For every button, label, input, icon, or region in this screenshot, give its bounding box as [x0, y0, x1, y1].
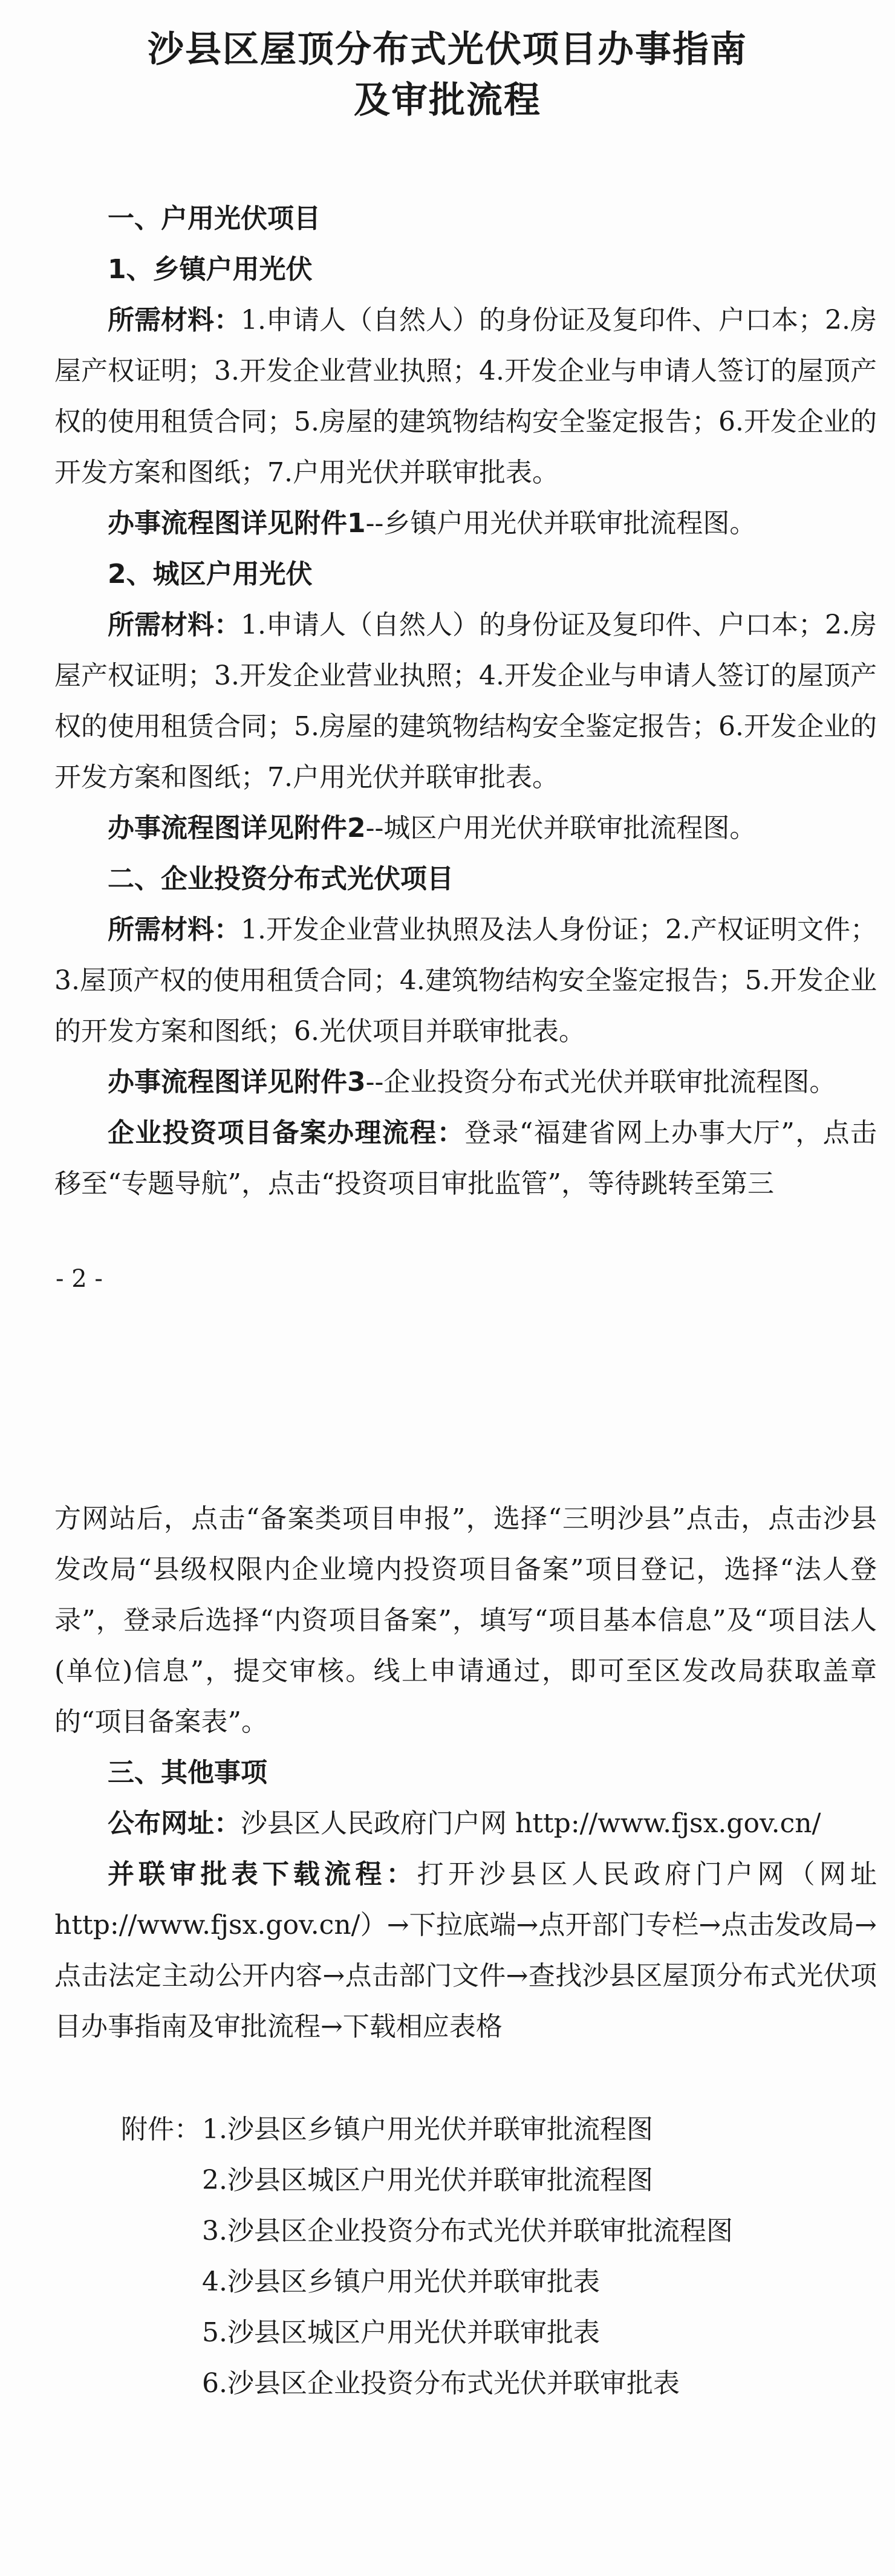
attachment-title: 5.沙县区城区户用光伏并联审批表	[202, 2317, 600, 2348]
materials-label: 所需材料：	[108, 305, 241, 336]
download-label: 并联审批表下载流程：	[108, 1859, 417, 1890]
page-number: - 2 -	[56, 1265, 103, 1293]
flow-label: 办事流程图详见附件	[108, 508, 347, 539]
record-text-part1: 登录“福建省网上办事大厅”，点击移至“专题导航”，点击“投资项目审批监管”，等待跳转至第三	[54, 1117, 877, 1199]
attachment-item	[121, 2257, 847, 2308]
flow-label: 办事流程图详见附件	[108, 1067, 347, 1098]
flow-number: 2	[347, 813, 366, 844]
section-1-heading: 一、户用光伏项目	[108, 203, 321, 234]
attachment-title: 6.沙县区企业投资分布式光伏并联审批表	[202, 2368, 680, 2399]
section-1-1-flow	[54, 498, 877, 549]
record-label: 企业投资项目备案办理流程：	[108, 1117, 465, 1148]
materials-text: 1.申请人（自然人）的身份证及复印件、户口本；2.房屋产权证明；3.开发企业营业执照；4.开发企业与申请人签订的屋顶产权的使用租赁合同；5.房屋的建筑物结构安全鉴定报告；6.开发企业的开发方案和图纸；7.户用光伏并联审批表。	[54, 610, 877, 793]
flow-text: --城区户用光伏并联审批流程图。	[365, 813, 757, 844]
section-3-website	[54, 1798, 877, 1849]
section-2-record-process	[54, 1108, 877, 1209]
materials-text: 1.开发企业营业执照及法人身份证；2.产权证明文件；3.屋顶产权的使用租赁合同；4.建筑物结构安全鉴定报告；5.开发企业的开发方案和图纸；6.光伏项目并联审批表。	[54, 914, 877, 1047]
attachment-item	[121, 2358, 847, 2409]
section-1-2-heading: 2、城区户用光伏	[108, 559, 313, 590]
document-title-line2: 及审批流程	[354, 79, 541, 122]
section-2-record-process-continued: 方网站后，点击“备案类项目申报”，选择“三明沙县”点击，点击沙县发改局“县级权限内企业境内投资项目备案”项目登记，选择“法人登录”，登录后选择“内资项目备案”，填写“项目基本信息”及“项目法人(单位)信息”，提交审核。线上申请通过，即可至区发改局获取盖章的“项目备案表”。	[54, 1503, 877, 1737]
attachment-title: 2.沙县区城区户用光伏并联审批流程图	[202, 2165, 653, 2196]
attachments-list	[121, 2104, 847, 2409]
attachment-item	[121, 2104, 847, 2155]
section-1-1-materials	[54, 295, 877, 498]
section-2-materials	[54, 905, 877, 1057]
section-1-2-flow	[54, 803, 877, 854]
document-title: 沙县区屋顶分布式光伏项目办事指南	[148, 28, 747, 71]
page-1-body	[54, 194, 877, 1209]
download-text: 打开沙县区人民政府门户网（网址http://www.fjsx.gov.cn/）→下拉底端→点开部门专栏→点击发改局→点击法定主动公开内容→点击部门文件→查找沙县区屋顶分布式光伏项目办事指南及审批流程→下载相应表格	[54, 1859, 877, 2042]
page-2-body	[54, 1494, 877, 2052]
attachment-item	[121, 2155, 847, 2206]
attachment-item	[121, 2308, 847, 2358]
flow-number: 3	[347, 1067, 366, 1098]
materials-label: 所需材料：	[108, 610, 241, 640]
attachment-item	[121, 2206, 847, 2257]
materials-label: 所需材料：	[108, 914, 241, 945]
attachments-label: 附件：	[121, 2114, 201, 2145]
flow-number: 1	[347, 508, 366, 539]
flow-text: --乡镇户用光伏并联审批流程图。	[365, 508, 757, 539]
section-2-heading: 二、企业投资分布式光伏项目	[108, 864, 454, 894]
section-1-1-heading: 1、乡镇户用光伏	[108, 254, 313, 285]
attachment-title: 4.沙县区乡镇户用光伏并联审批表	[202, 2266, 600, 2297]
section-3-heading: 三、其他事项	[108, 1757, 267, 1788]
attachment-title: 3.沙县区企业投资分布式光伏并联审批流程图	[202, 2216, 733, 2246]
flow-text: --企业投资分布式光伏并联审批流程图。	[365, 1067, 836, 1098]
attachment-title: 1.沙县区乡镇户用光伏并联审批流程图	[202, 2114, 653, 2145]
materials-text: 1.申请人（自然人）的身份证及复印件、户口本；2.房屋产权证明；3.开发企业营业执照；4.开发企业与申请人签订的屋顶产权的使用租赁合同；5.房屋的建筑物结构安全鉴定报告；6.开发企业的开发方案和图纸；7.户用光伏并联审批表。	[54, 305, 877, 488]
section-1-2-materials	[54, 600, 877, 803]
website-text: 沙县区人民政府门户网 http://www.fjsx.gov.cn/	[241, 1808, 821, 1839]
website-label: 公布网址：	[108, 1808, 241, 1839]
flow-label: 办事流程图详见附件	[108, 813, 347, 844]
section-3-download	[54, 1849, 877, 2052]
section-2-flow	[54, 1057, 877, 1108]
